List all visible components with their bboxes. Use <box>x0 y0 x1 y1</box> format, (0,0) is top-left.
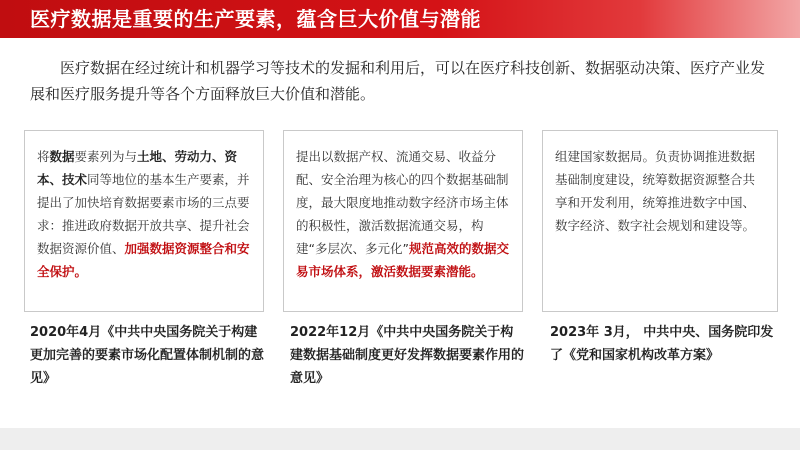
page-title: 医疗数据是重要的生产要素，蕴含巨大价值与潜能 <box>30 7 481 31</box>
card-text: 提出以数据产权、流通交易、收益分配、安全治理为核心的四个数据基础制度，最大限度地推动数字经济市场主体的积极性，激活数据流通交易，构建“多层次、多元化” <box>296 149 509 256</box>
card-bold-text: 土地、劳动力、资本、技术 <box>37 149 238 187</box>
policy-card-2020 <box>24 130 264 312</box>
card-text: 同等地位的基本生产要素，并提出了加快培育数据要素市场的三点要求：推进政府数据开放共享、提升社会数据资源价值、 <box>37 172 250 256</box>
policy-card-2023 <box>542 130 778 312</box>
policy-card-2022 <box>283 130 523 312</box>
title-banner <box>0 0 800 38</box>
intro-paragraph: 医疗数据在经过统计和机器学习等技术的发掘和利用后，可以在医疗科技创新、数据驱动决策、医疗产业发展和医疗服务提升等各个方面释放巨大价值和潜能。 <box>30 59 766 103</box>
card-text: 要素列为与 <box>74 149 138 164</box>
policy-caption-2020: 2020年4月《中共中央国务院关于构建更加完善的要素市场化配置体制机制的意见》 <box>30 325 265 386</box>
card-highlight-text: 规范高效的数据交易市场体系，激活数据要素潜能。 <box>296 241 509 279</box>
card-bold-text: 数据 <box>49 149 75 164</box>
footer-bar <box>0 428 800 450</box>
card-highlight-text: 加强数据资源整合和安全保护。 <box>37 241 250 279</box>
card-text: 将 <box>37 149 50 164</box>
card-text: 组建国家数据局。负责协调推进数据基础制度建设，统筹数据资源整合共享和开发利用，统筹推进数字中国、数字经济、数字社会规划和建设等。 <box>555 149 756 233</box>
policy-caption-2023: 2023年 3月， 中共中央、国务院印发了《党和国家机构改革方案》 <box>550 325 774 363</box>
policy-caption-2022: 2022年12月《中共中央国务院关于构建数据基础制度更好发挥数据要素作用的意见》 <box>290 325 525 386</box>
